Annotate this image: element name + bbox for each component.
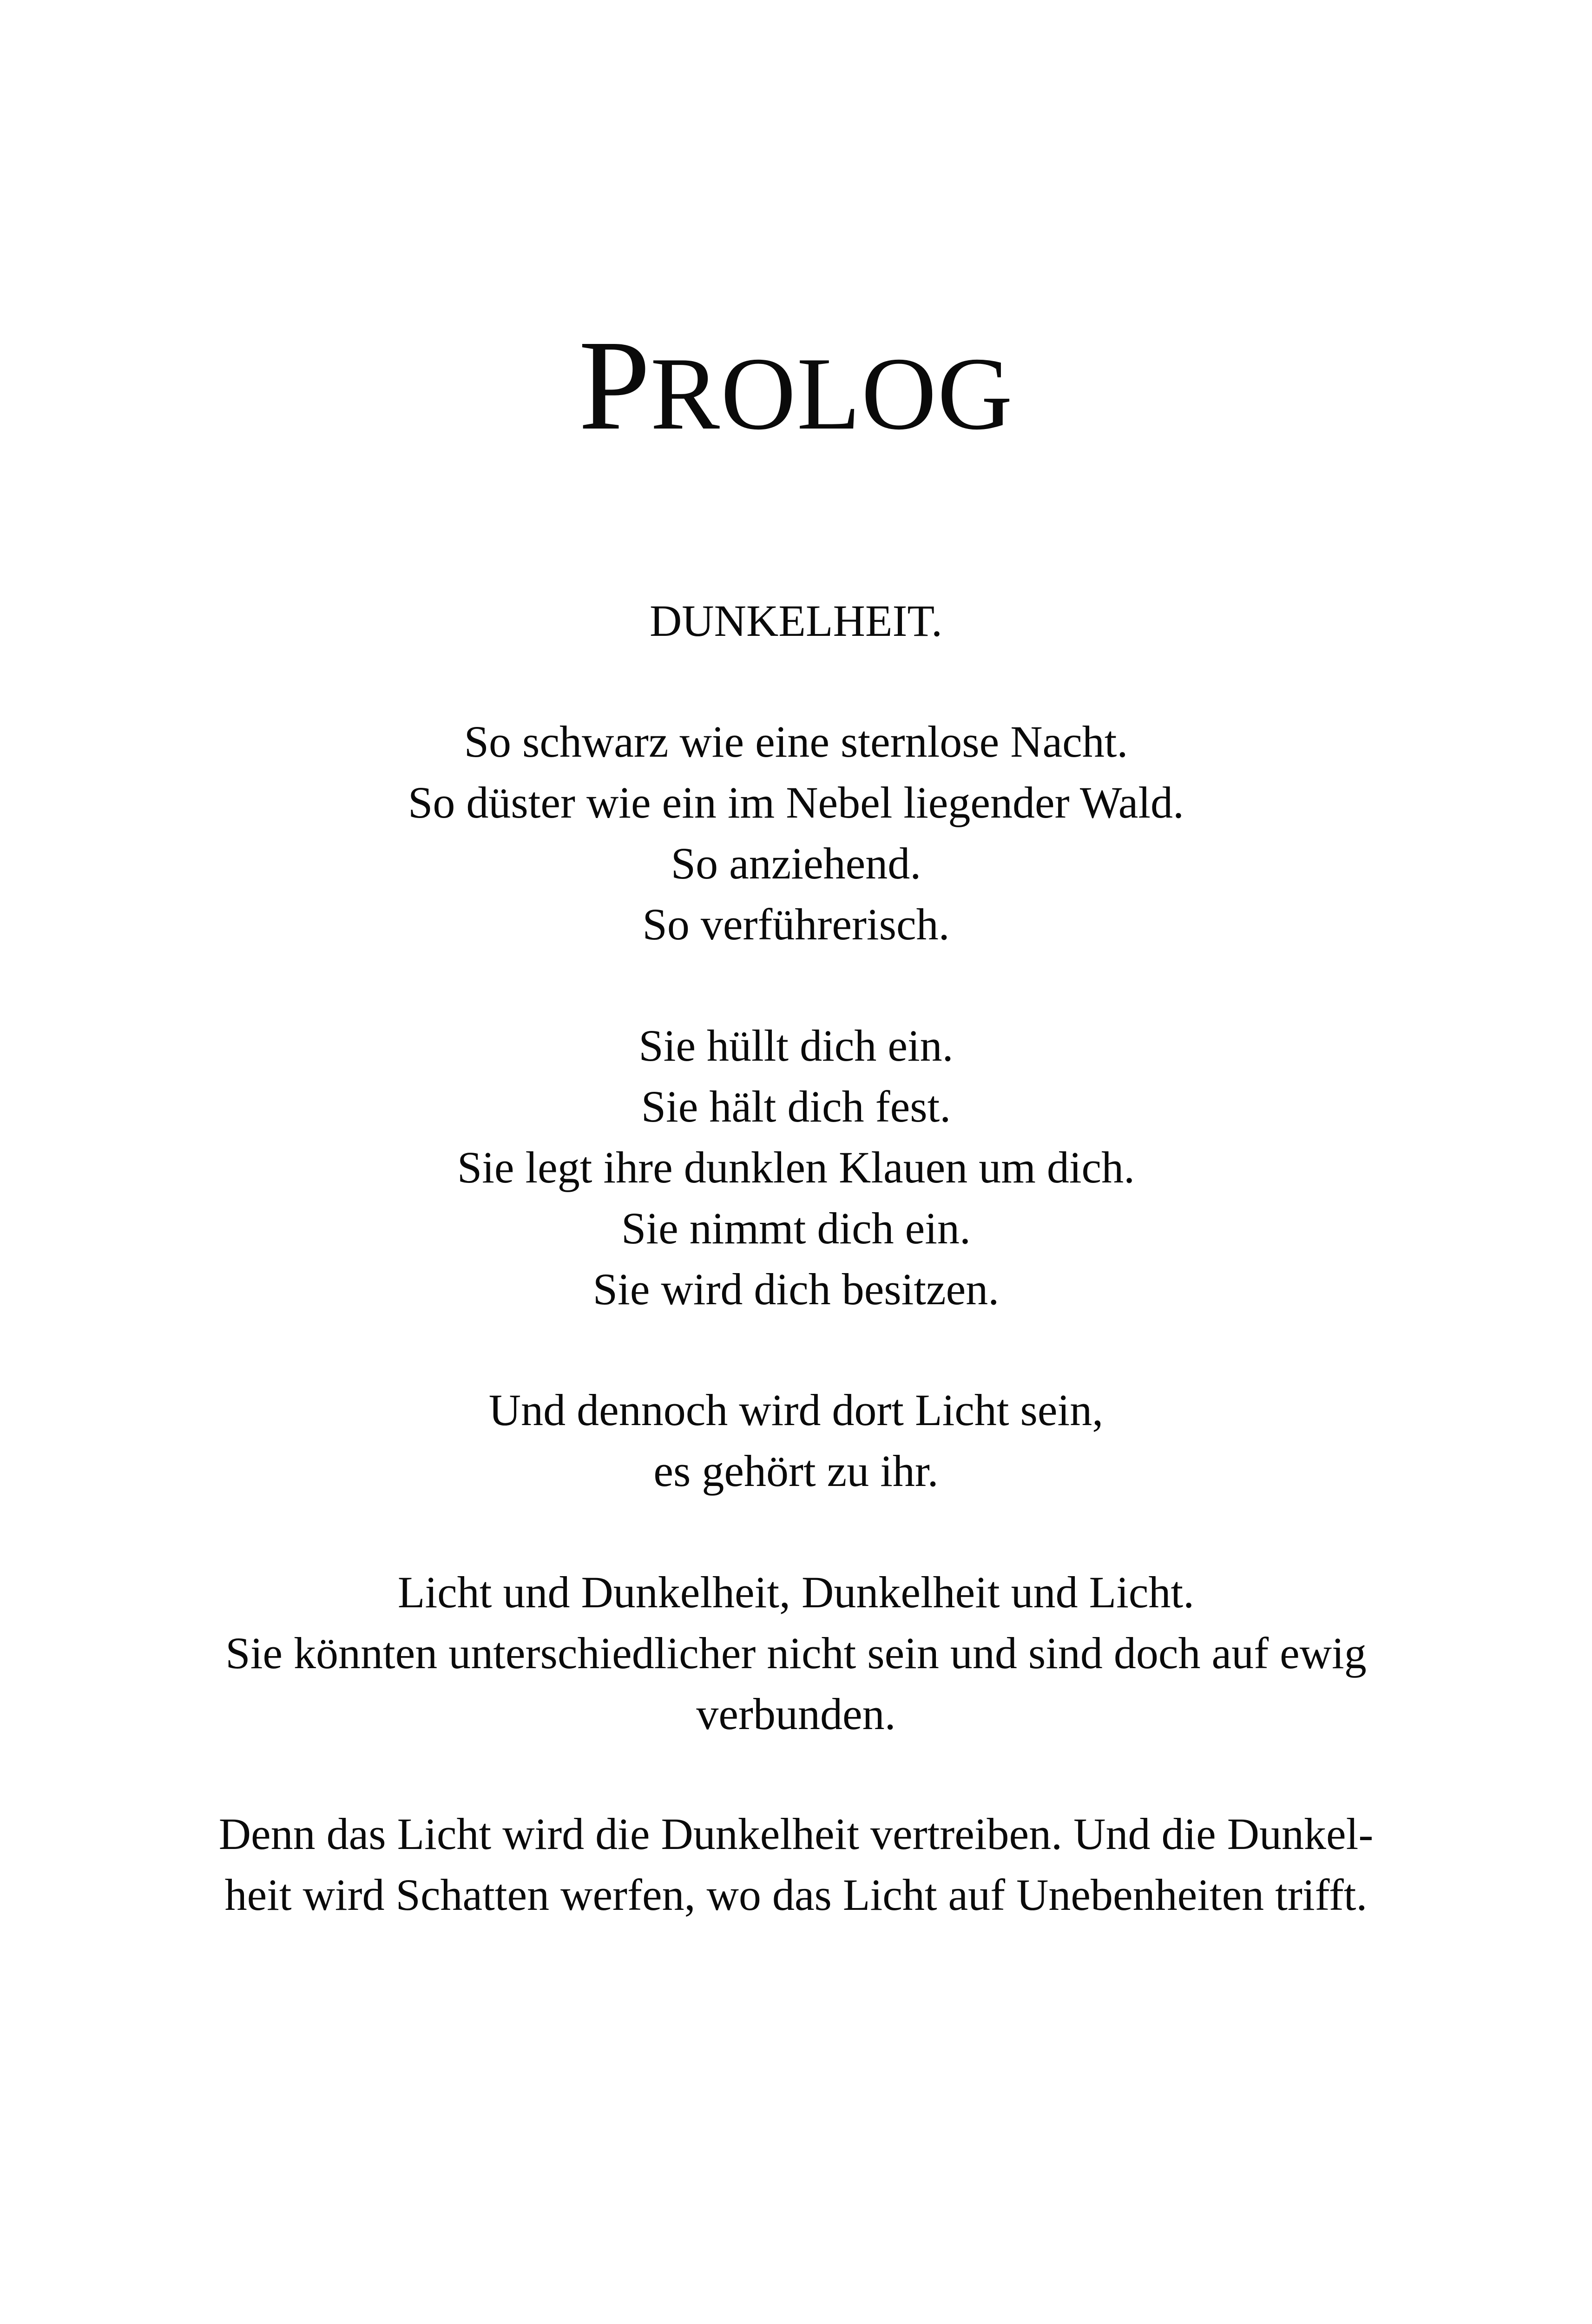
stanza-line: So schwarz wie eine sternlose Nacht. xyxy=(464,717,1128,766)
stanza-line: So verführerisch. xyxy=(642,899,950,949)
stanza-line: Und dennoch wird dort Licht sein, xyxy=(488,1385,1104,1435)
stanza-line: Licht und Dunkelheit, Dunkelheit und Licht. xyxy=(397,1567,1195,1617)
stanza-line: Denn das Licht wird die Dunkelheit vertreiben. Und die Dunkel- xyxy=(218,1809,1374,1859)
stanza-line: Sie könnten unterschiedlicher nicht sein und sind doch auf ewig xyxy=(225,1628,1367,1678)
stanza-line: Sie hüllt dich ein. xyxy=(638,1021,954,1070)
stanza-opening xyxy=(0,590,1592,651)
stanza-line: DUNKELHEIT. xyxy=(649,596,943,646)
stanza-light xyxy=(0,1380,1592,1501)
stanza-line: heit wird Schatten werfen, wo das Licht auf Unebenheiten trifft. xyxy=(224,1870,1368,1920)
stanza-line: Sie nimmt dich ein. xyxy=(621,1203,971,1253)
stanza-darkness-description xyxy=(0,711,1592,955)
stanza-light-and-darkness xyxy=(0,1562,1592,1744)
stanza-line: es gehört zu ihr. xyxy=(653,1446,939,1496)
chapter-title-initial: P xyxy=(578,314,651,457)
stanza-line: verbunden. xyxy=(696,1689,896,1739)
stanza-line: Sie legt ihre dunklen Klauen um dich. xyxy=(457,1142,1135,1192)
chapter-title-rest: ROLOG xyxy=(650,336,1014,451)
stanza-line: Sie wird dich besitzen. xyxy=(592,1264,1000,1314)
chapter-title xyxy=(0,314,1592,457)
stanza-line: So düster wie ein im Nebel liegender Wald. xyxy=(408,778,1184,827)
stanza-line: Sie hält dich fest. xyxy=(641,1082,951,1131)
stanza-line: So anziehend. xyxy=(671,838,921,888)
stanza-closing xyxy=(0,1803,1592,1925)
stanza-embrace xyxy=(0,1015,1592,1320)
